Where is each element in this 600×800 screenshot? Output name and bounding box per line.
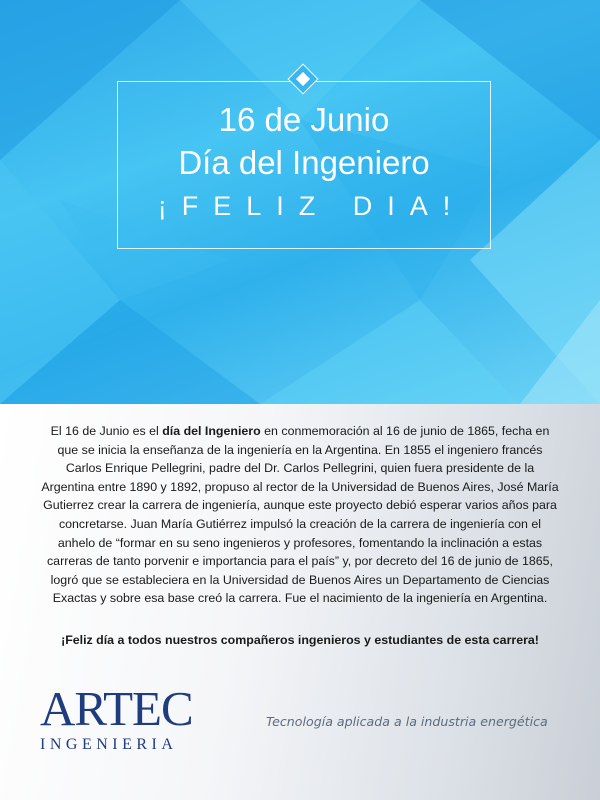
closing-message: ¡Feliz día a todos nuestros compañeros ingenieros y estudiantes de esta carrera! xyxy=(61,633,539,647)
paragraph-rest: en conmemoración al 16 de junio de 1865, fecha en que se inicia la enseñanza de la ingeniería en la Argentina. En 1855 el ingeniero francés Carlos Enrique Pellegrini, padre del Dr. Carlos Pellegrini, quien fuera presidente de la Argentina entre 1890 y 1892, propuso al rector de la Universidad de Buenos Aires, José María Gutierrez crear la carrera de ingeniería, aunque este proyecto debió esperar varios años para concretarse. Juan María Gutiérrez impulsó la creación de la carrera de ingeniería con el anhelo de “formar en su seno ingenieros y profesores, fomentando la inclinación a estas carreras de tanto porvenir e importancia para el país” y, por decreto del 16 de junio de 1865, logró que se estableciera en la Universidad de Buenos Aires un Departamento de Ciencias Exactas y sobre esa base creó la carrera. Fue el nacimiento de la ingeniería en Argentina. xyxy=(41,424,559,606)
diamond-ornament-icon xyxy=(287,63,319,95)
logo-name: ARTEC xyxy=(40,681,193,736)
hero-greeting: ¡FELIZ DIA! xyxy=(157,191,466,221)
paragraph-highlight: día del Ingeniero xyxy=(162,424,261,438)
artec-logo xyxy=(40,681,215,754)
logo-subtitle: INGENIERIA xyxy=(40,736,178,753)
history-paragraph xyxy=(40,422,560,608)
paragraph-intro: El 16 de Junio es el xyxy=(50,424,163,438)
hero-title: Día del Ingeniero xyxy=(178,144,430,181)
company-tagline: Tecnología aplicada a la industria energética xyxy=(266,714,548,729)
hero-date: 16 de Junio xyxy=(218,101,390,138)
